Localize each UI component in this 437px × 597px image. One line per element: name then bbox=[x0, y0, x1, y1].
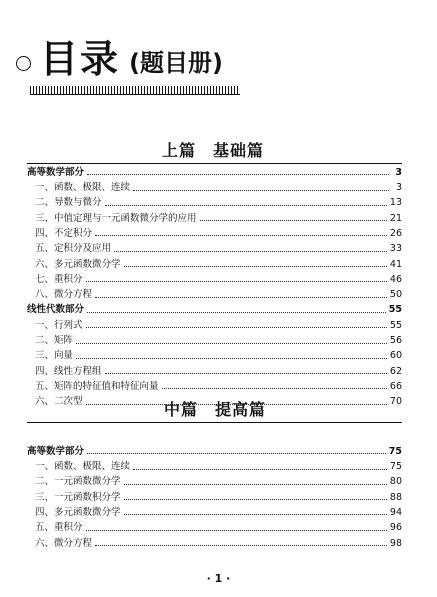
toc-entry bbox=[27, 254, 402, 269]
ruler-decoration bbox=[30, 86, 240, 94]
toc-entry-label: 八、微分方程 bbox=[35, 289, 93, 301]
toc-leader-dots bbox=[76, 358, 387, 359]
toc-entry-page: 80 bbox=[389, 476, 402, 488]
toc-entry-page: 75 bbox=[389, 461, 402, 473]
toc-leader-dots bbox=[105, 205, 387, 206]
toc-entry bbox=[27, 238, 402, 253]
toc-entry-page: 41 bbox=[389, 258, 402, 270]
toc-entry-label: 五、定积分及应用 bbox=[35, 243, 112, 255]
toc-entry-page: 46 bbox=[389, 273, 402, 285]
toc-leader-dots bbox=[133, 469, 387, 470]
toc-leader-dots bbox=[86, 327, 387, 328]
toc-leader-dots bbox=[76, 343, 387, 344]
toc-entry-page: 55 bbox=[388, 304, 402, 316]
toc-entry bbox=[27, 177, 402, 192]
toc-entry-label: 四、不定积分 bbox=[35, 227, 93, 239]
toc-entry-page: 26 bbox=[389, 227, 402, 239]
toc-entry-label: 六、多元函数微分学 bbox=[35, 258, 121, 270]
toc-entry-page: 88 bbox=[389, 491, 402, 503]
toc-leader-dots bbox=[87, 312, 386, 313]
toc-entry bbox=[27, 472, 402, 487]
toc-entry-label: 六、二次型 bbox=[35, 396, 83, 408]
toc-leader-dots bbox=[124, 484, 387, 485]
toc-entry-label: 高等数学部分 bbox=[27, 166, 85, 178]
toc-entry-label: 一、行列式 bbox=[35, 319, 83, 331]
page-header bbox=[16, 34, 223, 84]
toc-entry bbox=[27, 502, 402, 517]
toc-leader-dots bbox=[87, 174, 389, 175]
toc-entry bbox=[27, 517, 402, 532]
toc-leader-dots bbox=[124, 514, 387, 515]
toc-leader-dots bbox=[95, 545, 387, 546]
toc-entry-page: 50 bbox=[389, 289, 402, 301]
toc-entry-label: 一、函数、极限、连续 bbox=[35, 182, 131, 194]
toc-entry bbox=[27, 346, 402, 361]
toc-entry bbox=[27, 269, 402, 284]
toc-entry-label: 七、重积分 bbox=[35, 273, 83, 285]
toc-entry-label: 六、微分方程 bbox=[35, 537, 93, 549]
toc-leader-dots bbox=[162, 388, 387, 389]
toc-entry-label: 一、函数、极限、连续 bbox=[35, 461, 131, 473]
toc-leader-dots bbox=[124, 266, 387, 267]
toc-entry-page: 60 bbox=[389, 350, 402, 362]
toc-leader-dots bbox=[105, 373, 387, 374]
toc-entry-label: 二、导数与微分 bbox=[35, 197, 102, 209]
toc-entry-page: 3 bbox=[395, 182, 402, 194]
toc-entry bbox=[27, 208, 402, 223]
toc-entry bbox=[27, 330, 402, 345]
upper-section-title: 上篇 基础篇 bbox=[162, 141, 265, 160]
toc-leader-dots bbox=[114, 251, 387, 252]
toc-entry-page: 55 bbox=[389, 319, 402, 331]
toc-entry bbox=[27, 284, 402, 299]
toc-entry-page: 3 bbox=[395, 166, 402, 178]
toc-part-heading bbox=[27, 162, 402, 177]
toc-entry-label: 线性代数部分 bbox=[27, 304, 85, 316]
toc-entry-label: 二、一元函数微分学 bbox=[35, 476, 121, 488]
toc-entry-page: 62 bbox=[389, 365, 402, 377]
page-number: · 1 · bbox=[206, 572, 231, 585]
toc-entry-label: 三、向量 bbox=[35, 350, 74, 362]
toc-entry bbox=[27, 456, 402, 471]
ruler-baseline bbox=[30, 94, 240, 95]
circle-icon bbox=[16, 56, 31, 71]
toc-entry bbox=[27, 376, 402, 391]
upper-toc-list bbox=[27, 162, 402, 407]
toc-entry-label: 三、中值定理与一元函数微分学的应用 bbox=[35, 212, 197, 224]
toc-entry-label: 三、一元函数积分学 bbox=[35, 491, 121, 503]
toc-leader-dots bbox=[200, 220, 387, 221]
toc-entry-page: 98 bbox=[389, 537, 402, 549]
page-subtitle: (题目册) bbox=[129, 49, 223, 77]
toc-entry bbox=[27, 533, 402, 548]
toc-entry bbox=[27, 193, 402, 208]
toc-entry-page: 21 bbox=[389, 212, 402, 224]
toc-entry bbox=[27, 487, 402, 502]
toc-leader-dots bbox=[87, 453, 386, 454]
middle-divider bbox=[27, 422, 402, 423]
toc-entry-label: 四、多元函数微分学 bbox=[35, 506, 121, 518]
toc-leader-dots bbox=[124, 499, 387, 500]
toc-entry bbox=[27, 361, 402, 376]
middle-toc-list bbox=[27, 441, 402, 548]
toc-leader-dots bbox=[133, 190, 389, 191]
toc-entry-label: 四、线性方程组 bbox=[35, 365, 102, 377]
toc-leader-dots bbox=[86, 281, 387, 282]
toc-leader-dots bbox=[95, 235, 387, 236]
toc-entry-page: 33 bbox=[389, 243, 402, 255]
page-title: 目录 bbox=[40, 37, 121, 81]
toc-leader-dots bbox=[86, 530, 387, 531]
toc-entry-page: 75 bbox=[388, 445, 402, 457]
toc-part-heading bbox=[27, 441, 402, 456]
toc-entry-page: 66 bbox=[389, 380, 402, 392]
toc-entry-label: 高等数学部分 bbox=[27, 445, 85, 457]
toc-entry-page: 96 bbox=[389, 522, 402, 534]
toc-entry-label: 二、矩阵 bbox=[35, 335, 74, 347]
middle-section-title: 中篇 提高篇 bbox=[164, 400, 267, 419]
toc-entry-page: 70 bbox=[389, 396, 402, 408]
toc-entry bbox=[27, 223, 402, 238]
toc-entry-page: 56 bbox=[389, 335, 402, 347]
toc-leader-dots bbox=[95, 297, 387, 298]
toc-entry-label: 五、重积分 bbox=[35, 522, 83, 534]
toc-entry-page: 94 bbox=[389, 506, 402, 518]
toc-entry bbox=[27, 315, 402, 330]
toc-entry-page: 13 bbox=[389, 197, 402, 209]
toc-entry-label: 五、矩阵的特征值和特征向量 bbox=[35, 380, 159, 392]
toc-part-heading bbox=[27, 300, 402, 315]
